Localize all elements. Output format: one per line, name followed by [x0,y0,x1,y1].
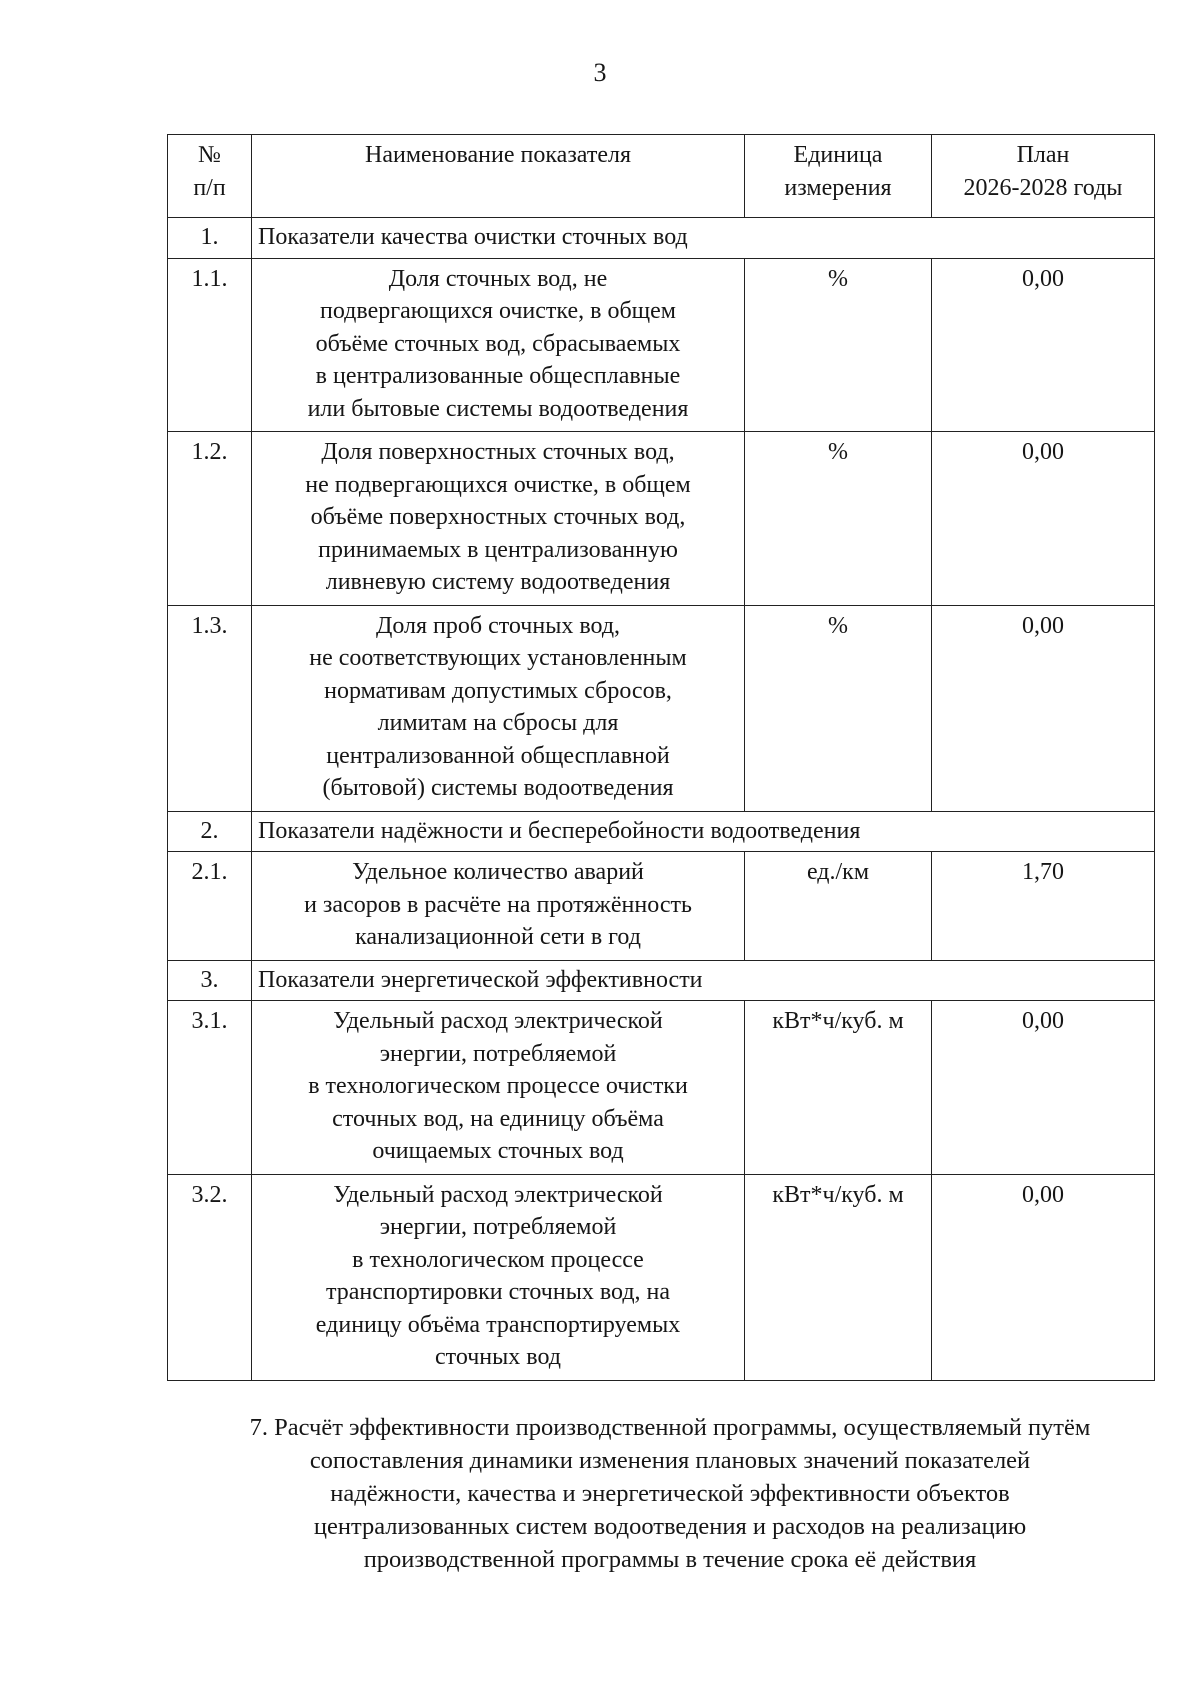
indicator-name-line: нормативам допустимых сбросов, [324,677,672,704]
section-title-cell: Показатели энергетической эффективности [252,960,1155,1001]
header-plan-cell [932,135,1155,218]
section-7-heading [170,1411,1170,1576]
row-number: 2.1. [168,852,252,961]
indicator-name-line: единицу объёма транспортируемых [315,1311,681,1338]
indicator-name-line: Доля проб сточных вод, [375,612,621,639]
section-7-line: централизованных систем водоотведения и расходов на реализацию [313,1513,1027,1540]
header-plan-line: 2026-2028 годы [963,174,1123,201]
header-num-cell [168,135,252,218]
indicator-name-line: энергии, потребляемой [379,1214,617,1240]
indicator-name-line: Доля сточных вод, не [388,265,608,292]
header-name-cell [252,135,745,218]
indicator-name-line: объёме поверхностных сточных вод, [310,504,686,530]
indicator-row [168,1001,1155,1175]
header-unit-line: измерения [784,174,892,201]
indicator-name-line: лимитам на сбросы для [377,710,619,736]
indicators-table-body [168,135,1155,1381]
indicator-row [168,432,1155,606]
indicators-table [167,134,1155,1381]
indicator-name-line: в централизованные общесплавные [315,363,681,389]
section-7-line: сопоставления динамики изменения плановых значений показателей [309,1447,1031,1474]
row-number: 3.2. [168,1174,252,1380]
header-unit-cell [745,135,932,218]
indicator-row [168,1174,1155,1380]
indicator-name-line: сточных вод [435,1344,561,1370]
indicator-name-cell [252,1001,745,1175]
plan-value-cell: 1,70 [932,852,1155,961]
indicator-row [168,852,1155,961]
section-title-cell: Показатели надёжности и бесперебойности водоотведения [252,811,1155,852]
row-number: 2. [168,811,252,852]
indicator-name-line: в технологическом процессе очистки [308,1073,688,1099]
header-num-line: п/п [193,174,226,201]
indicator-name-line: подвергающихся очистке, в общем [320,298,676,324]
indicator-name-line: не соответствующих установленным [309,645,687,671]
section-row [168,218,1155,259]
header-name-text: Наименование показателя [365,142,631,168]
unit-cell: % [745,258,932,432]
indicator-row [168,258,1155,432]
indicator-name-line: и засоров в расчёте на протяжённость [304,891,692,918]
unit-cell: кВт*ч/куб. м [745,1174,932,1380]
unit-cell: кВт*ч/куб. м [745,1001,932,1175]
section-title-cell: Показатели качества очистки сточных вод [252,218,1155,259]
section-row [168,811,1155,852]
section-row [168,960,1155,1001]
indicator-row [168,605,1155,811]
row-number: 1.1. [168,258,252,432]
row-number: 1.3. [168,605,252,811]
row-number: 1.2. [168,432,252,606]
header-num-line: № [198,142,221,168]
indicator-name-line: очищаемых сточных вод [372,1138,624,1164]
plan-value-cell: 0,00 [932,1001,1155,1175]
plan-value-cell: 0,00 [932,432,1155,606]
section-7-line: производственной программы в течение срока её действия [363,1546,977,1573]
indicator-name-line: транспортировки сточных вод, на [325,1279,671,1305]
unit-cell: ед./км [745,852,932,961]
indicator-name-cell [252,852,745,961]
indicator-name-cell [252,258,745,432]
indicator-name-cell [252,1174,745,1380]
indicator-name-line: не подвергающихся очистке, в общем [305,471,691,498]
row-number: 3. [168,960,252,1001]
indicator-name-line: Удельный расход электрической [333,1008,663,1034]
indicator-name-line: энергии, потребляемой [379,1040,617,1067]
table-header-row [168,135,1155,218]
indicator-name-line: централизованной общесплавной [326,742,670,769]
indicator-name-cell [252,432,745,606]
indicator-name-line: канализационной сети в год [355,924,641,950]
plan-value-cell: 0,00 [932,605,1155,811]
indicator-name-line: Удельный расход электрической [333,1181,663,1208]
indicator-name-line: Доля поверхностных сточных вод, [321,439,675,465]
indicator-name-line: (бытовой) системы водоотведения [322,775,674,801]
section-7-line: надёжности, качества и энергетической эффективности объектов [330,1480,1010,1507]
header-unit-line: Единица [793,142,883,168]
indicator-name-line: Удельное количество аварий [352,859,644,885]
indicator-name-line: принимаемых в централизованную [318,536,678,563]
indicator-name-line: объёме сточных вод, сбрасываемых [315,330,681,357]
indicator-name-line: или бытовые системы водоотведения [307,395,689,422]
row-number: 1. [168,218,252,259]
unit-cell: % [745,605,932,811]
plan-value-cell: 0,00 [932,1174,1155,1380]
section-7-line: 7. Расчёт эффективности производственной программы, осуществляемый путём [249,1414,1091,1441]
header-plan-line: План [1016,142,1070,168]
indicator-name-line: сточных вод, на единицу объёма [332,1105,664,1132]
indicator-name-line: в технологическом процессе [352,1246,644,1273]
indicator-name-line: ливневую систему водоотведения [325,569,671,595]
page-number: 3 [593,58,607,87]
plan-value-cell: 0,00 [932,258,1155,432]
row-number: 3.1. [168,1001,252,1175]
unit-cell: % [745,432,932,606]
indicator-name-cell [252,605,745,811]
